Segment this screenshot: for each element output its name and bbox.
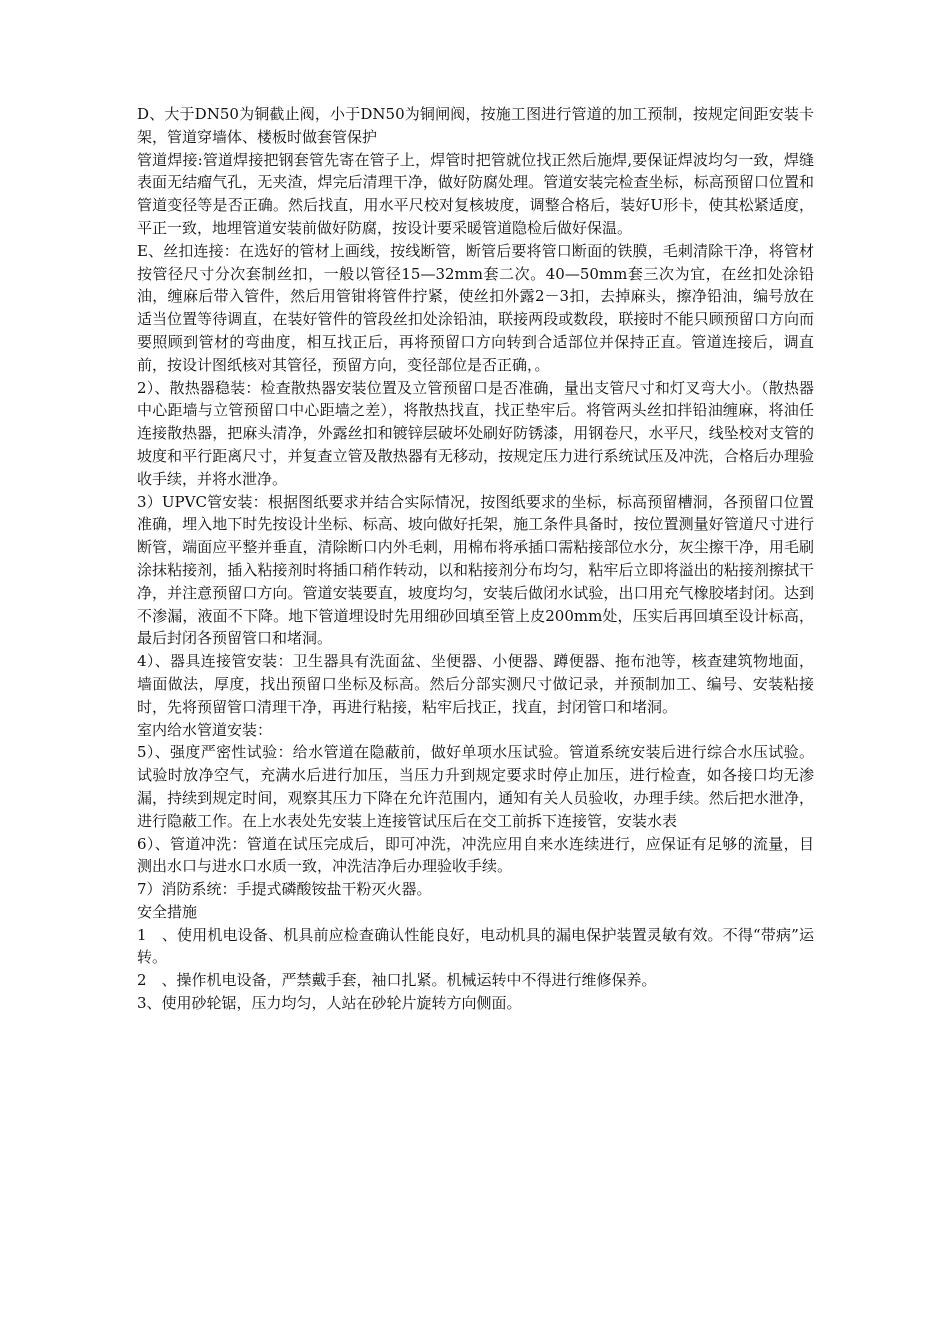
paragraph-pipe-welding: 管道焊接:管道焊接把钢套管先寄在管子上，焊管时把管就位找正然后施焊,要保证焊波均匀一致，焊缝表面无结瘤气孔，无夹渣，焊完后清理干净，做好防腐处理。管道安装完检查坐标，标高预留口位置和管道变径等是否正确。然后找直，用水平尺校对复核坡度，调整合格后，装好U形卡，使其松紧适度，平正一致，地埋管道安装前做好防腐，按设计要采暖管道隐检后做好保温。	[137, 150, 814, 237]
paragraph-threaded-connection: E、丝扣连接：在选好的管材上画线，按线断管，断管后要将管口断面的铁膜，毛刺清除干净，将管材按管径尺寸分次套制丝扣，一般以管径15—32mm套二次。40—50mm套三次为宜，在丝扣处涂铅油，缠麻后带入管件，然后用管钳将管件拧紧，使丝扣外露2－3扣，去掉麻头，擦净铅油，编号放在适当位置等待调直，在装好管件的管段丝扣处涂铅油，联接两段或数段，联接时不能只顾预留口方向而要照顾到管材的弯曲度，相互找正后，再将预留口方向转到合适部位并保持正直。管道连接后，调直前，按设计图纸核对其管径，预留方向，变径部位是否正确，。	[137, 241, 814, 374]
document-body	[137, 103, 814, 1015]
safety-item-3: 3、使用砂轮锯，压力均匀，人站在砂轮片旋转方向侧面。	[137, 994, 522, 1013]
paragraph-pipe-flushing: 6）、管道冲洗：管道在试压完成后，即可冲洗，冲洗应用自来水连续进行，应保证有足够的流量，目测出水口与进水口水质一致，冲洗洁净后办理验收手续。	[137, 834, 814, 876]
safety-item-2: 2 、操作机电设备，严禁戴手套，袖口扎紧。机械运转中不得进行维修保养。	[137, 971, 657, 990]
heading-safety-measures: 安全措施	[137, 902, 198, 921]
paragraph-fixture-connection: 4）、器具连接管安装：卫生器具有洗面盆、坐便器、小便器、蹲便器、拖布池等，核查建筑物地面，墙面做法，厚度，找出预留口坐标及标高。然后分部实测尺寸做记录，并预制加工、编号、安装粘接时，先将预留管口清理干净，再进行粘接，粘牢后找正，找直，封闭管口和堵洞。	[137, 652, 814, 716]
paragraph-fire-system: 7）消防系统：手提式磷酸铵盐干粉灭火器。	[137, 880, 432, 899]
paragraph-pressure-test: 5）、强度严密性试验：给水管道在隐蔽前，做好单项水压试验。管道系统安装后进行综合水压试验。试验时放净空气，充满水后进行加压，当压力升到规定要求时停止加压，进行检查，如各接口均无渗漏，持续到规定时间，观察其压力下降在允许范围内，通知有关人员验收，办理手续。然后把水泄净，进行隐蔽工作。在上水表处先安装上连接管试压后在交工前拆下连接管，安装水表	[137, 743, 814, 830]
paragraph-valves: D、大于DN50为铜截止阀，小于DN50为铜闸阀，按施工图进行管道的加工预制，按规定间距安装卡架，管道穿墙体、楼板时做套管保护	[137, 105, 814, 146]
paragraph-upvc-installation: 3）UPVC管安装：根据图纸要求并结合实际情况，按图纸要求的坐标，标高预留槽洞，各预留口位置准确，埋入地下时先按设计坐标、标高、坡向做好托架，施工条件具备时，按位置测量好管道尺寸进行断管，端面应平整并垂直，清除断口内外毛刺，用棉布将承插口需粘接部位水分，灰尘擦干净，用毛刷涂抹粘接剂，插入粘接剂时将插口稍作转动，以和粘接剂分布均匀，粘牢后立即将溢出的粘接剂擦拭干净，并注意预留口方向。管道安装要直，坡度均匀，安装后做闭水试验，出口用充气橡胶堵封闭。达到不渗漏，液面不下降。地下管道埋设时先用细砂回填至管上皮200mm处，压实后再回填至设计标高，最后封闭各预留管口和堵洞。	[137, 492, 814, 648]
paragraph-radiator-installation: 2）、散热器稳装：检查散热器安装位置及立管预留口是否准确，量出支管尺寸和灯叉弯大小。（散热器中心距墙与立管预留口中心距墙之差），将散热找直，找正垫牢后。将管两头丝扣拌铅油缠麻，将油任连接散热器，把麻头清净，外露丝扣和镀锌层破坏处刷好防锈漆，用钢卷尺，水平尺，线坠校对支管的坡度和平行距离尺寸，并复查立管及散热器有无移动，按规定压力进行系统试压及冲洗，合格后办理验收手续，并将水泄净。	[137, 378, 814, 488]
heading-indoor-water-supply: 室内给水管道安装：	[137, 720, 273, 739]
safety-item-1: 1 、使用机电设备、机具前应检查确认性能良好，电动机具的漏电保护装置灵敏有效。不得“带病”运转。	[137, 925, 814, 967]
